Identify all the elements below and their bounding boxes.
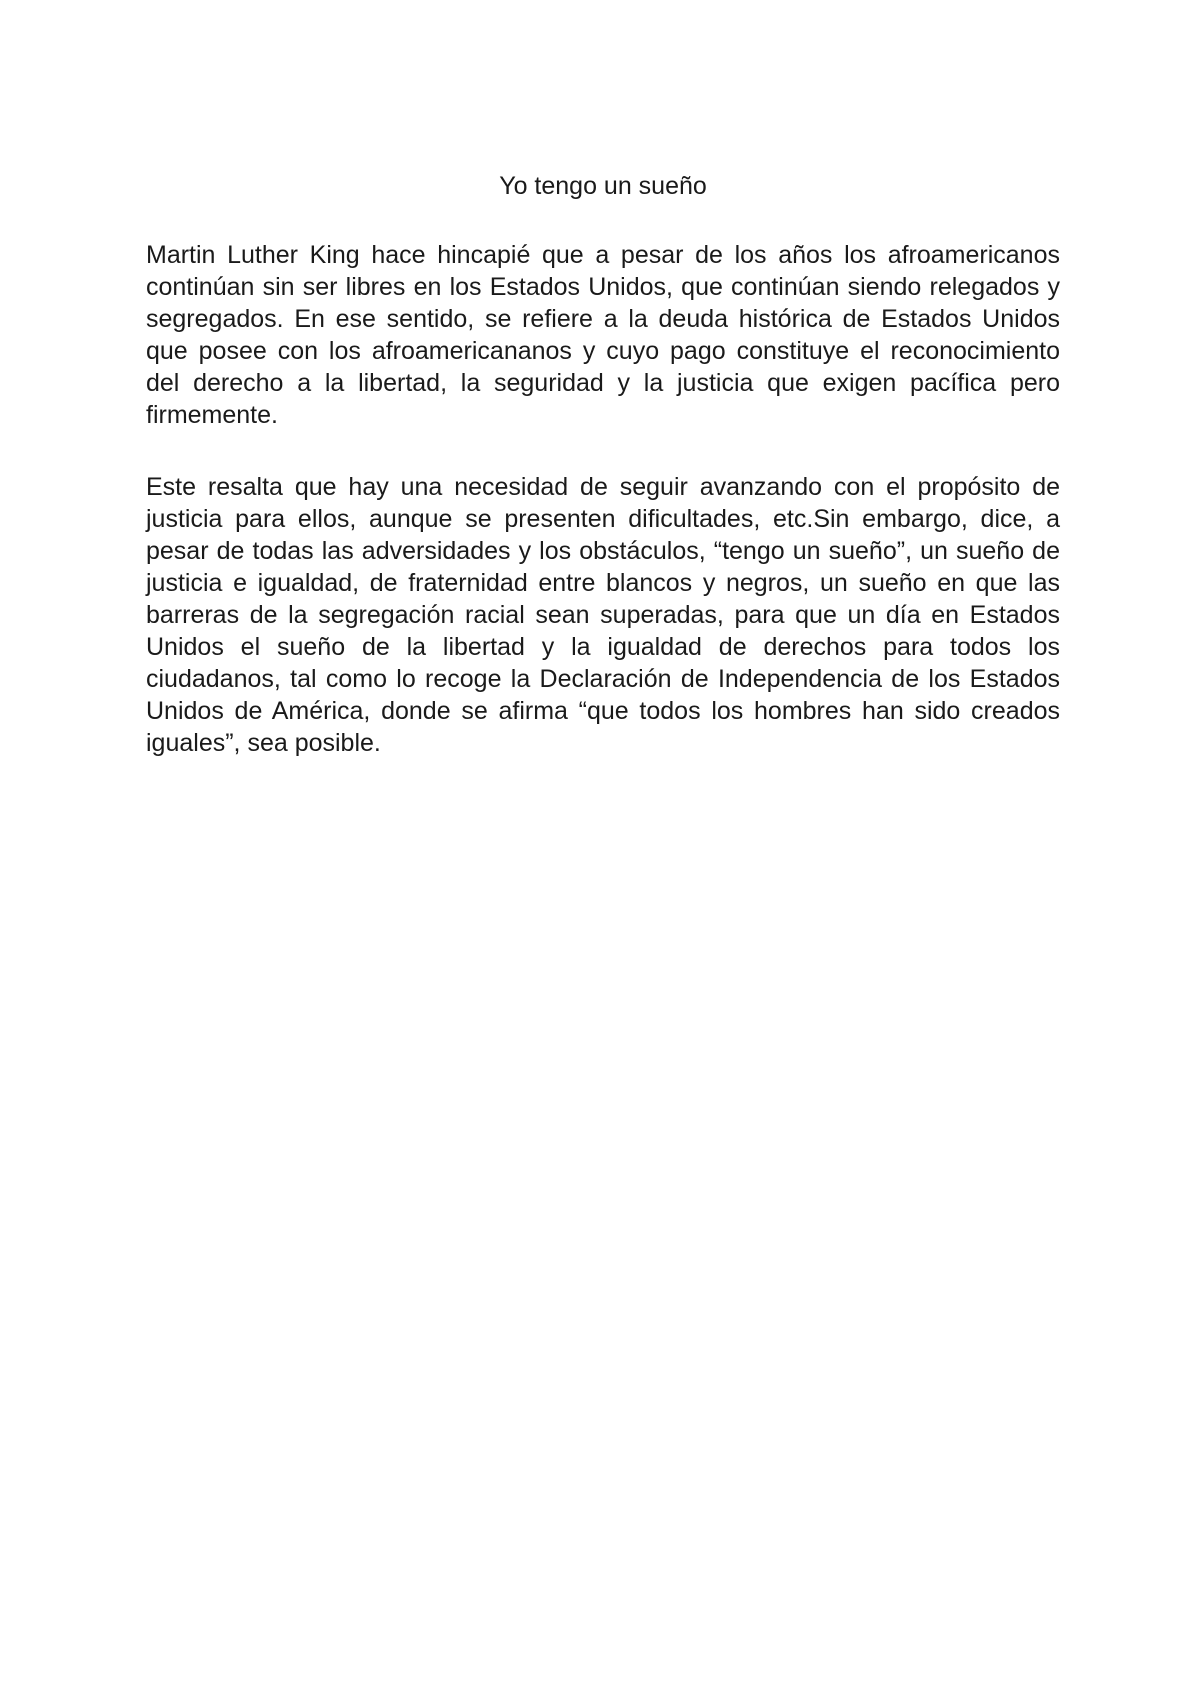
paragraph-1: Martin Luther King hace hincapié que a pesar de los años los afroamericanos continúan sin ser libres en los Estados Unidos, que continúan siendo relegados y segregados. En ese sentido, se refiere a la deuda histórica de Estados Unidos que posee con los afroamericananos y cuyo pago constituye el reconocimiento del derecho a la libertad, la seguridad y la justicia que exigen pacífica pero firmemente. bbox=[146, 241, 1060, 429]
document-title: Yo tengo un sueño bbox=[499, 172, 707, 200]
paragraph-2: Este resalta que hay una necesidad de seguir avanzando con el propósito de justicia para ellos, aunque se presenten dificultades, etc.Sin embargo, dice, a pesar de todas las adversidades y los obstáculos, “tengo un sueño”, un sueño de justicia e igualdad, de fraternidad entre blancos y negros, un sueño en que las barreras de la segregación racial sean superadas, para que un día en Estados Unidos el sueño de la libertad y la igualdad de derechos para todos los ciudadanos, tal como lo recoge la Declaración de Independencia de los Estados Unidos de América, donde se afirma “que todos los hombres han sido creados iguales”, sea posible. bbox=[146, 473, 1060, 757]
document-body bbox=[146, 170, 1060, 759]
